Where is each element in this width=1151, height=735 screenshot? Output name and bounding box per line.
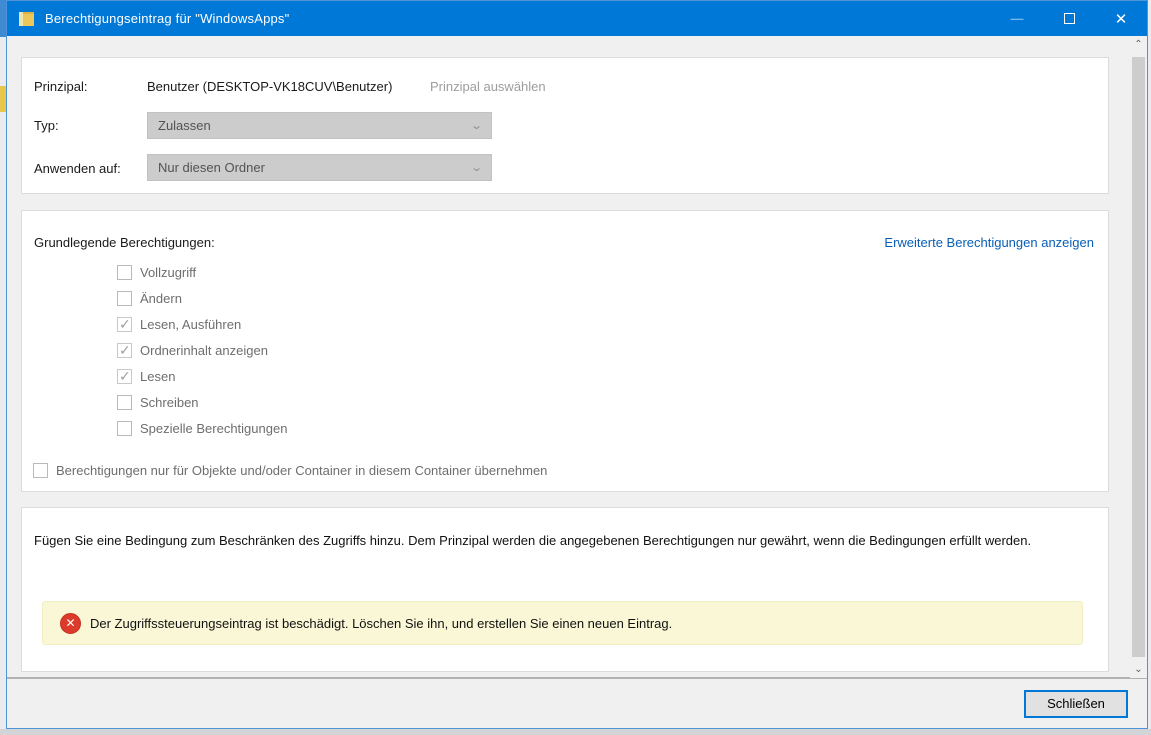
checkbox-label: Vollzugriff — [140, 264, 197, 280]
checkbox-icon — [33, 463, 48, 478]
chevron-down-icon: ⌄ — [469, 120, 483, 132]
checkbox-label: Schreiben — [140, 394, 199, 410]
applies-to-dropdown[interactable] — [147, 154, 492, 181]
checkbox-label: Lesen, Ausführen — [140, 316, 242, 332]
close-button[interactable]: ✕ — [1114, 10, 1128, 28]
scrollbar-thumb[interactable] — [1132, 57, 1145, 657]
permissions-groupbox — [21, 210, 1109, 492]
warning-text: Der Zugriffssteuerungseintrag ist beschädigt. Löschen Sie ihn, und erstellen Sie einen neuen Eintrag. — [90, 615, 673, 631]
dialog-footer — [7, 677, 1147, 728]
checkbox-lesen-ausfuehren[interactable] — [117, 315, 241, 333]
dialog-content — [7, 36, 1147, 677]
applies-to-label: Anwenden auf: — [34, 161, 121, 176]
checkbox-icon — [117, 421, 132, 436]
warning-banner — [42, 601, 1083, 645]
checkbox-label: Spezielle Berechtigungen — [140, 420, 288, 436]
select-principal-link[interactable]: Prinzipal auswählen — [430, 79, 546, 94]
titlebar — [7, 1, 1147, 36]
type-dropdown-value: Zulassen — [158, 118, 211, 133]
condition-groupbox — [21, 507, 1109, 672]
checkbox-label: Berechtigungen nur für Objekte und/oder Container in diesem Container übernehmen — [56, 462, 548, 478]
permission-entry-dialog — [6, 0, 1148, 729]
checkbox-checked-icon — [117, 343, 132, 358]
type-dropdown[interactable] — [147, 112, 492, 139]
checkbox-label: Ordnerinhalt anzeigen — [140, 342, 268, 358]
checkbox-spezielle-berechtigungen[interactable] — [117, 419, 287, 437]
checkbox-ordnerinhalt-anzeigen[interactable] — [117, 341, 268, 359]
vertical-scrollbar[interactable] — [1130, 36, 1147, 678]
chevron-down-icon: ⌄ — [469, 162, 483, 174]
background-bottom-sliver — [0, 729, 1151, 735]
checkbox-aendern[interactable] — [117, 289, 182, 307]
checkbox-icon — [117, 265, 132, 280]
error-icon: ✕ — [60, 613, 81, 634]
basic-permissions-heading: Grundlegende Berechtigungen: — [34, 235, 215, 250]
caption-buttons — [991, 1, 1147, 36]
folder-permission-icon — [18, 11, 35, 27]
checkbox-icon — [117, 291, 132, 306]
principal-value: Benutzer (DESKTOP-VK18CUV\Benutzer) — [147, 79, 393, 94]
schliessen-button[interactable]: Schließen — [1024, 690, 1128, 718]
applies-to-dropdown-value: Nur diesen Ordner — [158, 160, 265, 175]
checkbox-checked-icon — [117, 369, 132, 384]
checkbox-apply-to-container[interactable] — [33, 461, 547, 479]
principal-groupbox — [21, 57, 1109, 194]
principal-label: Prinzipal: — [34, 79, 88, 94]
maximize-icon — [1064, 13, 1075, 24]
minimize-button[interactable]: — — [1010, 11, 1024, 26]
checkbox-vollzugriff[interactable] — [117, 263, 196, 281]
scroll-up-icon[interactable]: ⌃ — [1134, 39, 1143, 50]
checkbox-label: Ändern — [140, 290, 182, 306]
advanced-permissions-link[interactable]: Erweiterte Berechtigungen anzeigen — [884, 235, 1094, 250]
checkbox-lesen[interactable] — [117, 367, 175, 385]
checkbox-label: Lesen — [140, 368, 176, 384]
checkbox-schreiben[interactable] — [117, 393, 199, 411]
type-label: Typ: — [34, 118, 59, 133]
condition-description: Fügen Sie eine Bedingung zum Beschränken des Zugriffs hinzu. Dem Prinzipal werden die angegebenen Berechtigungen nur gewährt, wenn die Bedingungen erfüllt werden. — [34, 533, 1032, 548]
checkbox-checked-icon — [117, 317, 132, 332]
scroll-down-icon[interactable]: ⌄ — [1134, 664, 1143, 675]
maximize-button[interactable] — [1043, 1, 1095, 36]
window-title: Berechtigungseintrag für "WindowsApps" — [45, 11, 290, 26]
checkbox-icon — [117, 395, 132, 410]
